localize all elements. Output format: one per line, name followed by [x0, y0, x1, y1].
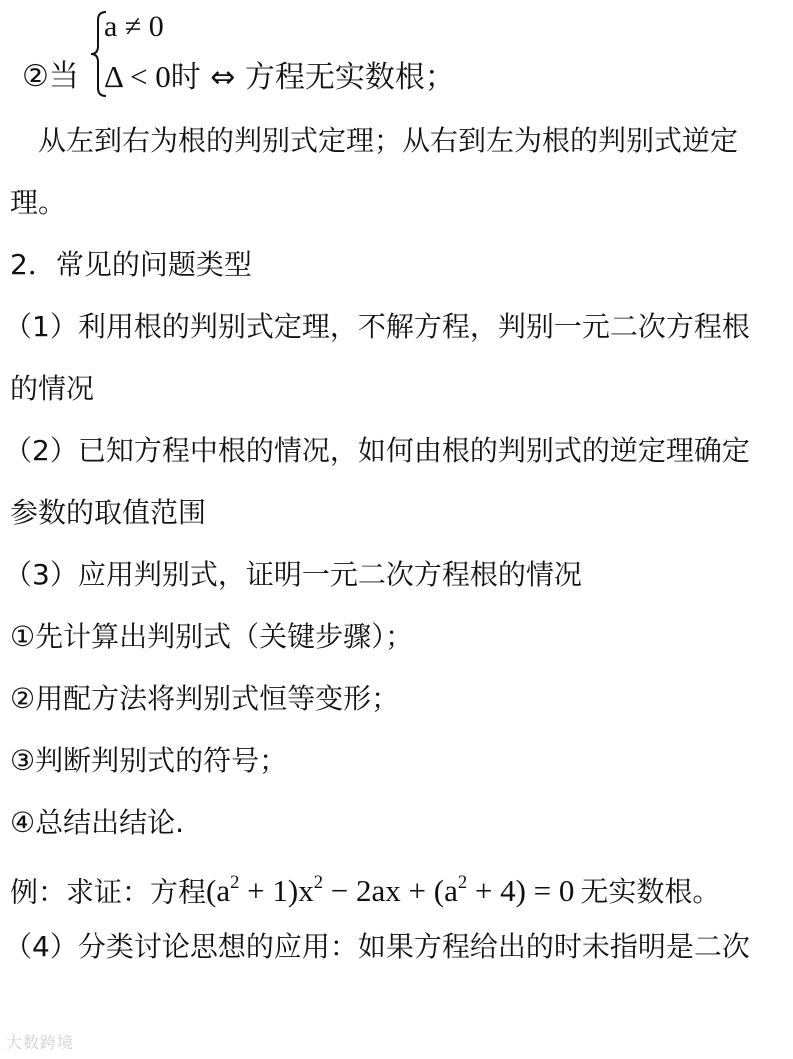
type-1: （1）利用根的判别式定理，不解方程，判别一元二次方程根 [4, 310, 750, 343]
paragraph-theorem: 从左到右为根的判别式定理；从右到左为根的判别式逆定 [38, 124, 739, 157]
step-4: ④总结出结论. [10, 806, 185, 839]
condition-block [20, 6, 580, 102]
condition-delta [104, 60, 455, 95]
example-prefix: 例：求证：方程 [10, 875, 207, 909]
condition-conclusion: 时 ⇔ 方程无实数根； [170, 60, 455, 95]
step-3: ③判断判别式的符号； [10, 744, 288, 777]
condition-marker: ②当 [22, 59, 79, 94]
delta-inequality: Δ < 0 [104, 59, 171, 94]
type-1-cont: 的情况 [10, 372, 95, 405]
paragraph-theorem-cont: 理。 [10, 186, 67, 219]
watermark: 大数跨境 [6, 1033, 75, 1052]
example-equation: $(a^2 + 1)x^2 - 2ax + (a^2 + 4) = 0$ [206, 872, 575, 909]
type-2: （2）已知方程中根的情况，如何由根的判别式的逆定理确定 [4, 434, 750, 467]
type-3: （3）应用判别式，证明一元二次方程根的情况 [4, 558, 582, 591]
type-2-cont: 参数的取值范围 [10, 496, 207, 529]
condition-a-not-zero: a ≠ 0 [104, 10, 164, 43]
step-2: ②用配方法将判别式恒等变形； [10, 682, 400, 715]
type-4: （4）分类讨论思想的应用：如果方程给出的时未指明是二次 [4, 930, 750, 963]
example-suffix: 无实数根。 [580, 875, 721, 909]
example-line [10, 868, 720, 909]
section-heading: 2．常见的问题类型 [10, 248, 252, 281]
step-1: ①先计算出判别式（关键步骤）； [10, 620, 414, 653]
